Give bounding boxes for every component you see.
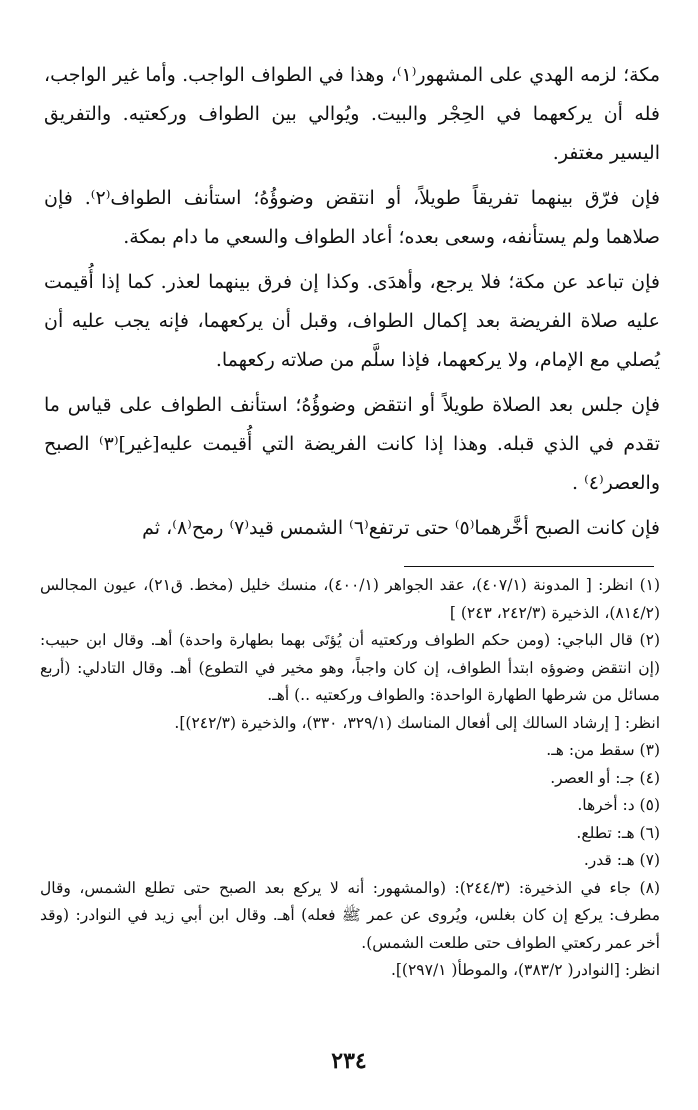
footnote: (٤) جـ: أو العصر. <box>550 768 660 787</box>
footnote-separator <box>404 566 654 567</box>
footnote: (٨) جاء في الذخيرة: (٢٤٤/٣): (والمشهور: أنه لا يركع بعد الصبح حتى تطلع الشمس، وقال مطرف: يركع إن كان بغلس، ويُروى عن عمر ﷺ فعله) أهـ. وقال ابن أبي زيد في النوادر: (وقد أخر عمر ركعتي الطواف حتى طلعت الشمس). <box>40 878 660 952</box>
footnotes <box>40 572 660 985</box>
body-paragraph: مكة؛ لزمه الهدي على المشهور⁽١⁾، وهذا في الطواف الواجب. وأما غير الواجب، فله أن يركعهما في الحِجْر والبيت. ويُوالي بين الطواف وركعتيه. والتفريق اليسير مغتفر. <box>44 64 660 164</box>
footnote: (٣) سقط من: هـ. <box>546 741 660 759</box>
footnote: انظر: [ إرشاد السالك إلى أفعال المناسك (٣٢٩/١، ٣٣٠)، والذخيرة (٢٤٢/٣)]. <box>174 713 660 732</box>
body-paragraph: فإن جلس بعد الصلاة طويلاً أو انتقض وضوؤُهُ؛ استأنف الطواف على قياس ما تقدم في الذي قبله. وهذا إذا كانت الفريضة التي أُقيمت عليه[غير]⁽٣⁾ الصبح والعصر⁽٤⁾ . <box>44 394 660 494</box>
footnote: (٦) هـ: تطلع. <box>576 823 660 842</box>
footnote: (٧) هـ: قدر. <box>583 851 660 869</box>
footnote: انظر: [النوادر( ٣٨٣/٢)، والموطأ( ٢٩٧/١)]. <box>390 961 660 979</box>
page-number: ٢٣٤ <box>331 1048 367 1074</box>
body-paragraph: فإن تباعد عن مكة؛ فلا يرجع، وأهدَى. وكذا إن فرق بينهما لعذر. كما إذا أُقيمت عليه صلاة الفريضة بعد إكمال الطواف، وقبل أن يركعهما، فإنه يجب عليه أن يُصلي مع الإمام، ولا يركعهما، فإذا سلَّم من صلاته ركعهما. <box>44 271 660 371</box>
main-text <box>44 56 660 548</box>
body-paragraph: فإن فرّق بينهما تفريقاً طويلاً، أو انتقض وضوؤُهُ؛ استأنف الطواف⁽٢⁾. فإن صلاهما ولم يستأنفه، وسعى بعده؛ أعاد الطواف والسعي ما دام بمكة. <box>44 187 660 248</box>
footnote: (٢) قال الباجي: (ومن حكم الطواف وركعتيه أن يُؤتَى بهما بطهارة واحدة) أهـ. وقال ابن حبيب: (إن انتقض وضوؤه ابتدأ الطواف، إن كان واجباً، وهو مخير في التطوع) أهـ. وقال التادلي: (أربع مسائل من شرطها الطهارة الواحدة: والطواف وركعتيه ..) أهـ. <box>40 631 660 704</box>
footnote: (١) انظر: [ المدونة (٤٠٧/١)، عقد الجواهر (٤٠٠/١)، منسك خليل (مخط. ق٢١)، عيون المجالس (٨١٤/٢)، الذخيرة (٢٤٢/٣، ٢٤٣) ] <box>40 576 661 622</box>
body-paragraph: فإن كانت الصبح أخَّرهما⁽٥⁾ حتى ترتفع⁽٦⁾ الشمس قيد⁽٧⁾ رمح⁽٨⁾، ثم <box>142 517 660 539</box>
footnote: (٥) د: أخرها. <box>577 796 660 814</box>
